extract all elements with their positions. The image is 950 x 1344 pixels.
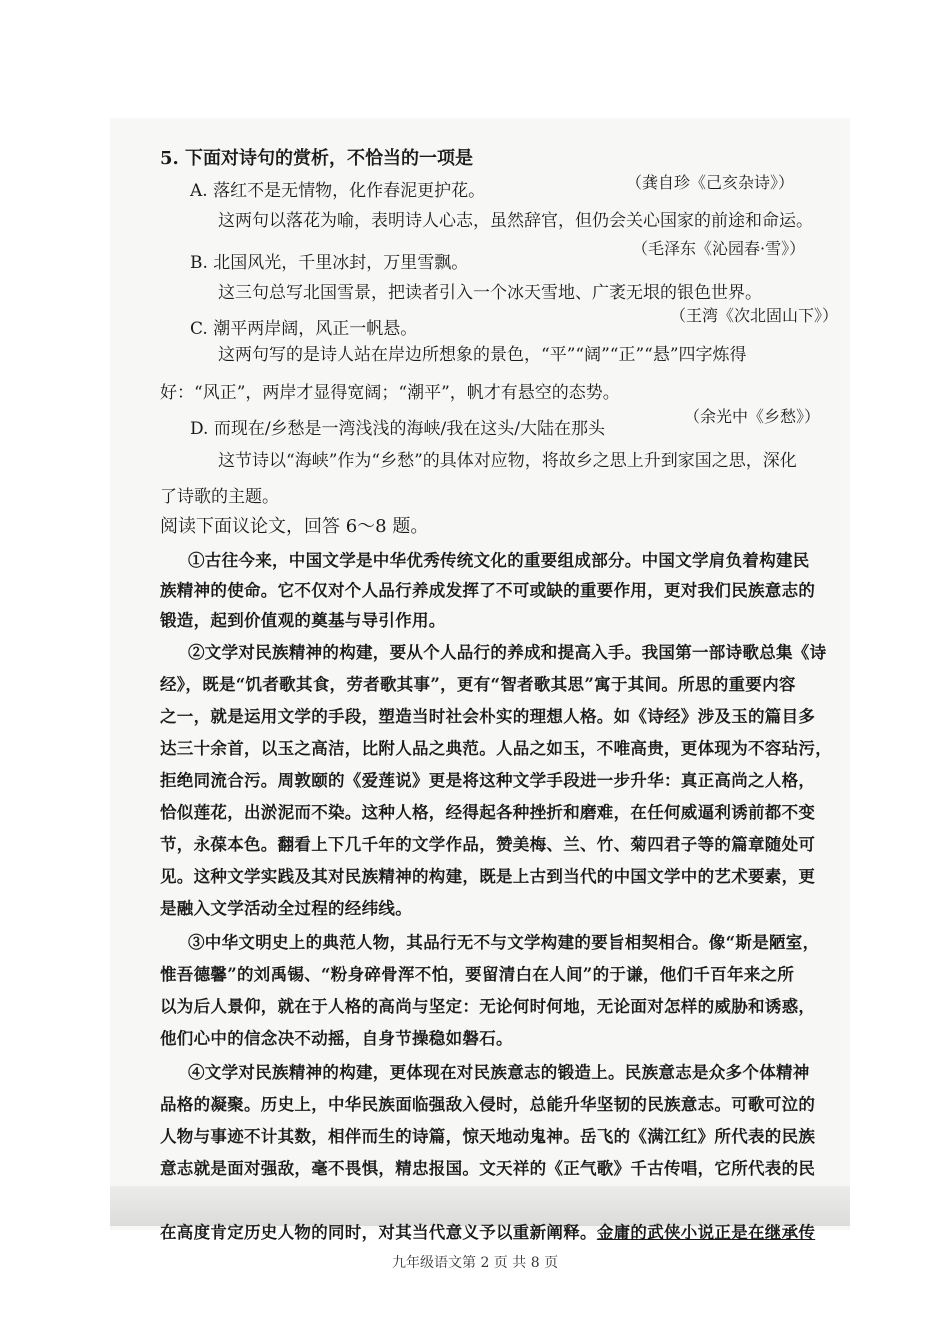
essay-line: 惟吾德馨”的刘禹锡、“粉身碎骨浑不怕，要留清白在人间”的于谦，他们千百年来之所 xyxy=(160,965,795,984)
page-footer-text: 九年级语文第 2 页 共 8 页 xyxy=(392,1255,559,1271)
option-d-source: （余光中《乡愁》） xyxy=(684,407,821,426)
essay-line: 达三十余首，以玉之高洁，比附人品之典范。人品之如玉，不唯高贵，更体现为不容玷污， xyxy=(160,739,832,758)
option-b-analysis-1: 这三句总写北国雪景，把读者引入一个冰天雪地、广袤无垠的银色世界。 xyxy=(218,283,762,303)
option-d-analysis-1: 这节诗以“海峡”作为“乡愁”的具体对应物，将故乡之思上升到家国之思，深化 xyxy=(218,451,797,471)
essay-line: 以为后人景仰，就在于人格的高尚与坚定：无论何时何地，无论面对怎样的威胁和诱惑， xyxy=(160,997,816,1016)
essay-line: ③中华文明史上的典范人物，其品行无不与文学构建的要旨相契相合。像“斯是陋室， xyxy=(188,933,820,952)
essay-line: 人物与事迹不计其数，相伴而生的诗篇，惊天地动鬼神。岳飞的《满江红》所代表的民族 xyxy=(160,1127,816,1146)
option-a-analysis-1: 这两句以落花为喻，表明诗人心志，虽然辞官，但仍会关心国家的前途和命运。 xyxy=(218,211,813,231)
essay-line: 他们心中的信念决不动摇，自身节操稳如磐石。 xyxy=(160,1029,513,1048)
option-b-source: （毛泽东《沁园春·雪》） xyxy=(632,239,806,258)
essay-line: 锻造，起到价值观的奠基与导引作用。 xyxy=(160,611,446,630)
essay-line: ②文学对民族精神的构建，要从个人品行的养成和提高入手。我国第一部诗歌总集《诗 xyxy=(188,643,827,662)
essay-line: 是融入文学活动全过程的经纬线。 xyxy=(160,899,412,918)
option-c-poem: C. 潮平两岸阔，风正一帆悬。 xyxy=(190,319,418,339)
option-b-poem: B. 北国风光，千里冰封，万里雪飘。 xyxy=(190,253,469,273)
essay-last-line xyxy=(160,1222,815,1244)
option-c-analysis-1: 这两句写的是诗人站在岸边所想象的景色，“平”“阔”“正”“悬”四字炼得 xyxy=(218,345,747,365)
option-d-analysis-2: 了诗歌的主题。 xyxy=(160,487,279,507)
essay-line: 品格的凝聚。历史上，中华民族面临强敌入侵时，总能升华坚韧的民族意志。可歌可泣的 xyxy=(160,1095,816,1114)
essay-last-line-underlined: 金庸的武侠小说正是在继承传 xyxy=(596,1223,816,1242)
essay-line: 拒绝同流合污。周敦颐的《爱莲说》更是将这种文学手段进一步升华：真正高尚之人格， xyxy=(160,771,816,790)
essay-line: 之一，就是运用文学的手段，塑造当时社会朴实的理想人格。如《诗经》涉及玉的篇目多 xyxy=(160,707,816,726)
essay-line: 族精神的使命。它不仅对个人品行养成发挥了不可或缺的重要作用，更对我们民族意志的 xyxy=(160,581,816,600)
essay-line: 见。这种文学实践及其对民族精神的构建，既是上古到当代的中国文学中的艺术要素，更 xyxy=(160,867,816,886)
question-5-title: 5. 下面对诗句的赏析，不恰当的一项是 xyxy=(160,148,474,169)
essay-line: 意志就是面对强敌，毫不畏惧，精忠报国。文天祥的《正气歌》千古传唱，它所代表的民 xyxy=(160,1159,816,1178)
option-c-source: （王湾《次北固山下》） xyxy=(670,306,839,325)
option-a-poem: A. 落红不是无情物，化作春泥更护花。 xyxy=(190,181,486,201)
page-footer-band xyxy=(110,1186,850,1226)
essay-line: 恰似莲花，出淤泥而不染。这种人格，经得起各种挫折和磨难，在任何威逼利诱前都不变 xyxy=(160,803,816,822)
essay-line: ①古往今来，中国文学是中华优秀传统文化的重要组成部分。中国文学肩负着构建民 xyxy=(188,551,810,570)
essay-line: 节，永葆本色。翻看上下几千年的文学作品，赞美梅、兰、竹、菊四君子等的篇章随处可 xyxy=(160,835,816,854)
essay-last-line-plain: 在高度肯定历史人物的同时，对其当代意义予以重新阐释。 xyxy=(160,1223,597,1242)
option-d-poem: D. 而现在/乡愁是一湾浅浅的海峡/我在这头/大陆在那头 xyxy=(190,419,606,439)
option-c-analysis-2: 好：“风正”，两岸才显得宽阔；“潮平”，帆才有悬空的态势。 xyxy=(160,383,620,403)
essay-line: 经》，既是“饥者歌其食，劳者歌其事”，更有“智者歌其思”寓于其间。所思的重要内容 xyxy=(160,675,796,694)
essay-line: ④文学对民族精神的构建，更体现在对民族意志的锻造上。民族意志是众多个体精神 xyxy=(188,1063,810,1082)
reading-intro: 阅读下面议论文，回答 6～8 题。 xyxy=(160,516,429,537)
option-a-source: （龚自珍《己亥杂诗》） xyxy=(626,173,795,192)
